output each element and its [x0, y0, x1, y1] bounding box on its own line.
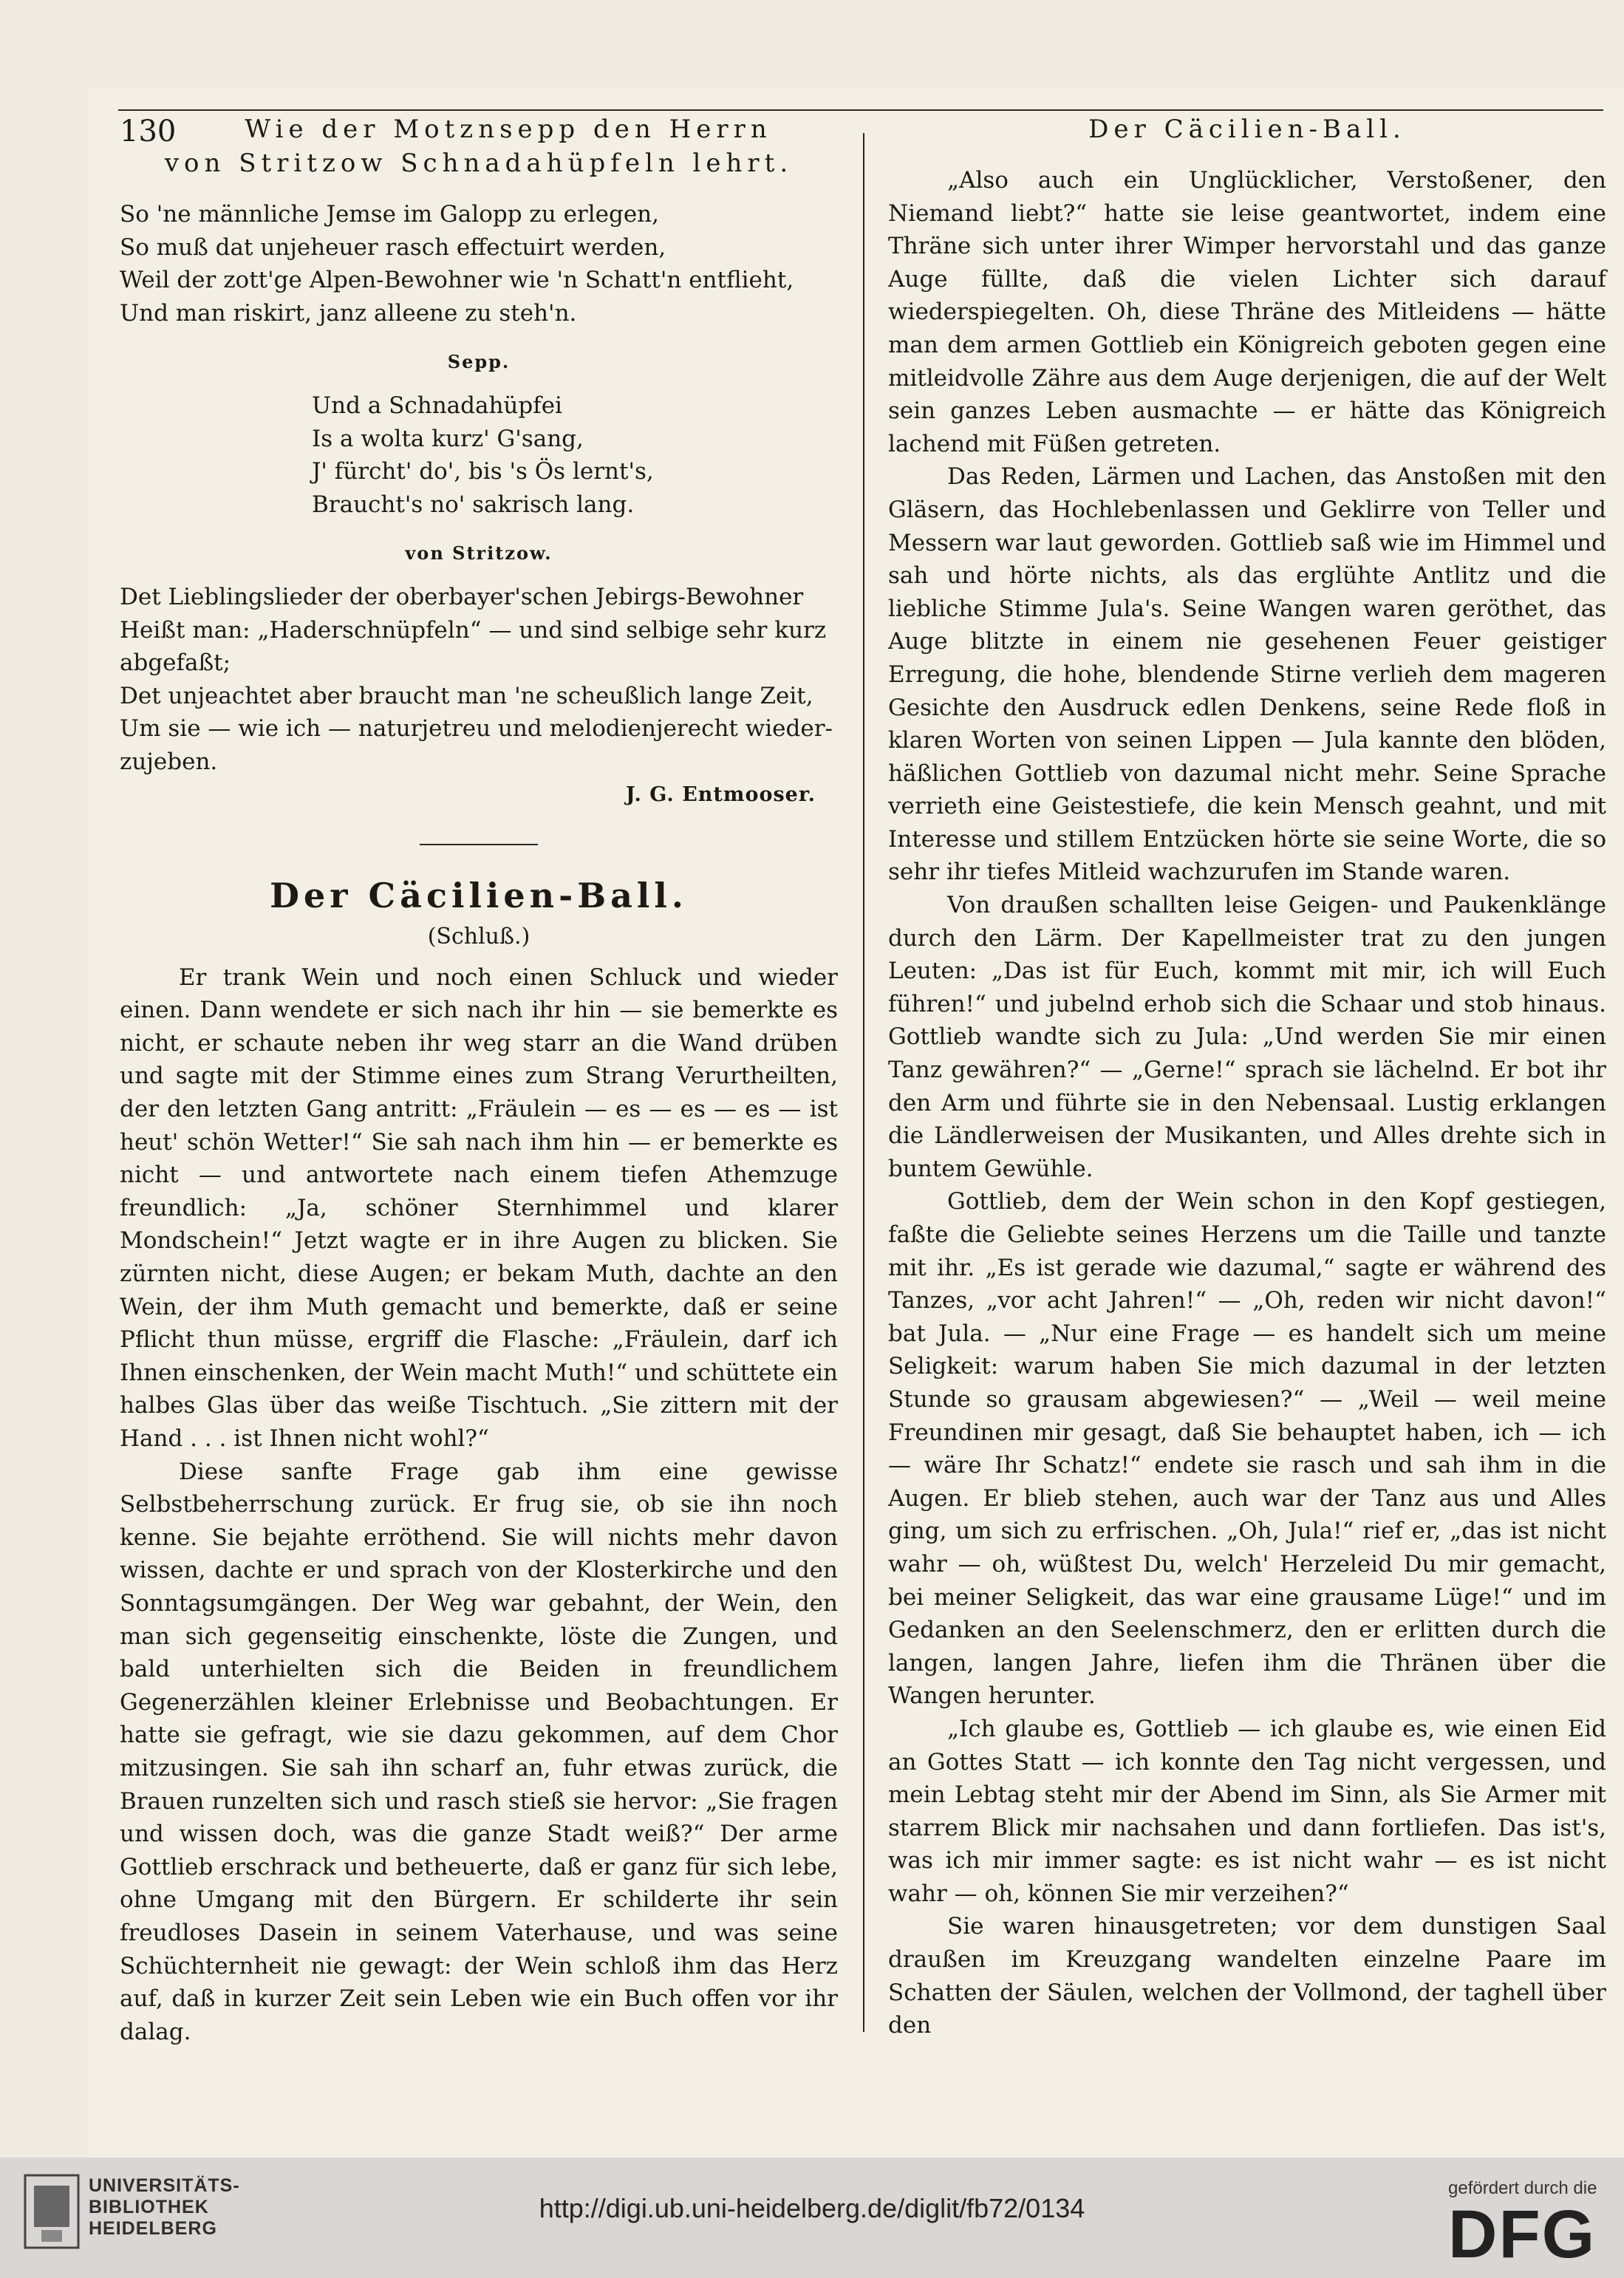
right-column: [888, 112, 1606, 2042]
speaker-stritzow: von Stritzow.: [405, 542, 553, 565]
column-divider: [863, 133, 864, 2032]
verse-line: Is a wolta kurz' G'sang,: [312, 425, 584, 452]
author-signature: J. G. Entmooser.: [625, 782, 816, 806]
verse-line: zujeben.: [120, 748, 218, 775]
verse-line: Weil der zott'ge Alpen-Bewohner wie 'n Schatt'n entflieht,: [120, 267, 794, 294]
library-name-line: UNIVERSITÄTS-: [89, 2175, 240, 2196]
verse-line: So muß dat unjeheuer rasch effectuirt werden,: [120, 233, 666, 261]
funded-by-label: gefördert durch die: [1448, 2178, 1597, 2198]
verse-line: abgefaßt;: [120, 649, 231, 677]
paragraph: Diese sanfte Frage gab ihm eine gewisse Selbstbeherrschung zurück. Er frug sie, ob sie ihn noch kenne. Sie bejahte erröthend. Sie will nichts mehr davon wissen, dachte er und sprach von der Klosterkirche und den Sonntagsumgängen. Der Weg war gebahnt, der Wein, den man sich gegenseitig einschenkte, löste die Zungen, und bald unterhielten sich die Beiden in freundlichem Gegenerzählen kleiner Erlebnisse und Beobachtungen. Er hatte sie gefragt, wie sie dazu gekommen, auf dem Chor mitzusingen. Sie sah ihn scharf an, fuhr etwas zurück, die Brauen runzelten sich und rasch stieß sie hervor: „Sie fragen und wissen doch, was die ganze Stadt weiß?“ Der arme Gottlieb erschrack und betheuerte, daß er ganz für sich lebe, ohne Umgang mit den Bürgern. Er schilderte ihr sein freudloses Dasein in seinem Vaterhause, und was seine Schüchternheit nie gewagt: der Wein schloß ihm das Herz auf, daß in kurzer Zeit sein Leben wie ein Buch offen vor ihr dalag.: [120, 1458, 838, 2045]
paragraph: „Also auch ein Unglücklicher, Verstoßener, den Niemand liebt?“ hatte sie leise geantwortet, indem eine Thräne sich unter ihrer Wimper hervorstahl und das ganze Auge füllte, daß die vielen Lichter sich darauf wiederspiegelten. Oh, diese Thräne des Mitleidens — hätte man dem armen Gottlieb ein Königreich geboten gegen eine mitleidvolle Zähre aus dem Auge derjenigen, die auf der Welt sein ganzes Leben ausmachte — er hätte das Königreich lachend mit Füßen getreten.: [888, 167, 1606, 457]
verse-stanza-3: [120, 581, 838, 779]
verse-line: Det Lieblingslieder der oberbayer'schen Jebirgs-Bewohner: [120, 583, 804, 610]
top-rule: [118, 109, 1603, 111]
verse-line: Um sie — wie ich — naturjetreu und melodienjerecht wieder-: [120, 715, 833, 743]
verse-line: Det unjeachtet aber braucht man 'ne scheußlich lange Zeit,: [120, 682, 813, 709]
verse-line: Und a Schnadahüpfei: [312, 392, 562, 419]
paragraph: Von draußen schallten leise Geigen- und Paukenklänge durch den Lärm. Der Kapellmeister trat zu den jungen Leuten: „Das ist für Euch, kommt mit mir, ich will Euch führen!“ und jubelnd erhob sich die Schaar und stob hinaus. Gottlieb wandte sich zu Jula: „Und werden Sie mir einen Tanz gewähren?“ — „Gerne!“ sprach sie lächelnd. Er bot ihr den Arm und führte sie in den Nebensaal. Lustig erklangen die Ländlerweisen der Musikanten, und Alles drehte sich in buntem Gewühle.: [888, 892, 1606, 1182]
page-number: 130: [120, 115, 177, 149]
verse-stanza-2: [120, 389, 838, 521]
verse-line: Braucht's no' sakrisch lang.: [312, 491, 635, 518]
verse-line: So 'ne männliche Jemse im Galopp zu erlegen,: [120, 201, 659, 228]
running-head-line-2: von Stritzow Schnadahüpfeln lehrt.: [164, 149, 794, 178]
paragraph: Sie waren hinausgetreten; vor dem dunstigen Saal draußen im Kreuzgang wandelten einzelne Paare im Schatten der Säulen, welchen der Vollmond, der taghell über den: [888, 1913, 1606, 2039]
paragraph: „Ich glaube es, Gottlieb — ich glaube es, wie einen Eid an Gottes Statt — ich konnte den Tag nicht vergessen, und mein Lebtag steht mir der Abend im Sinn, als Sie Armer mit starrem Blick mir nachsahen und dann fortliefen. Das ist's, was ich mir immer sagte: es ist nicht wahr — es ist nicht wahr — oh, können Sie mir verzeihen?“: [888, 1715, 1606, 1907]
paragraph: Gottlieb, dem der Wein schon in den Kopf gestiegen, faßte die Geliebte seines Herzens um die Taille und tanzte mit ihr. „Es ist gerade wie dazumal,“ sagte er während des Tanzes, „vor acht Jahren!“ — „Oh, reden wir nicht davon!“ bat Jula. — „Nur eine Frage — es handelt sich um meine Seligkeit: warum haben Sie mich dazumal in der letzten Stunde so grausam abgewiesen?“ — „Weil — weil meine Freundinen mir gesagt, daß Sie behauptet haben, ich — ich — wäre Ihr Schatz!“ endete sie rasch und sah ihm in die Augen. Er blieb stehen, auch war der Tanz aus und Alles ging, um sich zu erfrischen. „Oh, Jula!“ rief er, „das ist nicht wahr — oh, wüßtest Du, welch' Herzeleid Du mir gemacht, bei meiner Seligkeit, das war eine grausame Lüge!“ und im Gedanken an den Seelenschmerz, den er erlitten durch die langen, langen Jahre, liefen ihm die Thränen über die Wangen herunter.: [888, 1188, 1606, 1710]
left-column: [120, 112, 838, 2048]
speaker-sepp: Sepp.: [447, 351, 511, 373]
library-name-line: BIBLIOTHEK: [89, 2197, 209, 2217]
verse-stanza-1: [120, 198, 838, 330]
running-head-line-1: Wie der Motznsepp den Herrn: [245, 115, 772, 144]
verse-line: J' fürcht' do', bis 's Ös lernt's,: [312, 458, 654, 485]
paragraph: Das Reden, Lärmen und Lachen, das Anstoßen mit den Gläsern, das Hochlebenlassen und Geklirre von Teller und Messern war laut geworden. Gottlieb saß wie im Himmel und sah und hörte nichts, als das erglühte Antlitz und die liebliche Stimme Jula's. Seine Wangen waren geröthet, das Auge blitzte in einem nie gesehenen Feuer geistiger Erregung, die hohe, blendende Stirne verlieh dem mageren Gesichte den Ausdruck edlen Denkens, seine Rede floß in klaren Worten von seinen Lippen — Jula kannte den blöden, häßlichen Gottlieb von dazumal nicht mehr. Seine Sprache verrieth eine Geistestiefe, die kein Mensch geahnt, und mit Interesse und stillem Entzücken hörte sie seine Worte, die so sehr ihr tiefes Mitleid wachzurufen im Stande waren.: [888, 463, 1606, 886]
library-name-line: HEIDELBERG: [89, 2218, 217, 2239]
running-head-right: Der Cäcilien-Ball.: [1088, 115, 1406, 144]
verse-line: Heißt man: „Haderschnüpfeln“ — und sind selbige sehr kurz: [120, 616, 827, 644]
dfg-logo: DFG: [1448, 2197, 1597, 2272]
section-separator: [420, 844, 538, 845]
footer-bar: [0, 2158, 1624, 2278]
verse-line: Und man riskirt, janz alleene zu steh'n.: [120, 299, 577, 327]
article-subtitle: (Schluß.): [427, 924, 530, 950]
digital-copy-link[interactable]: http://digi.ub.uni-heidelberg.de/diglit/fb72/0134: [539, 2193, 1085, 2223]
paragraph: Er trank Wein und noch einen Schluck und wieder einen. Dann wendete er sich nach ihr hin — sie bemerkte es nicht, er schaute neben ihr weg starr an die Wand drüben und sagte mit der Stimme eines zum Strang Verurtheilten, der den letzten Gang antritt: „Fräulein — es — es — es — ist heut' schön Wetter!“ Sie sah nach ihm hin — er bemerkte es nicht — und antwortete nach einem tiefen Athemzuge freundlich: „Ja, schöner Sternhimmel und klarer Mondschein!“ Jetzt wagte er in ihre Augen zu blicken. Sie zürnten nicht, diese Augen; er bekam Muth, dachte an den Wein, der ihm Muth gemacht und bemerkte, daß er seine Pflicht thun müsse, ergriff die Flasche: „Fräulein, darf ich Ihnen einschenken, der Wein macht Muth!“ und schüttete ein halbes Glas über das weiße Tischtuch. „Sie zittern mit der Hand . . . ist Ihnen nicht wohl?“: [120, 964, 838, 1452]
article-title: Der Cäcilien-Ball.: [270, 876, 688, 916]
